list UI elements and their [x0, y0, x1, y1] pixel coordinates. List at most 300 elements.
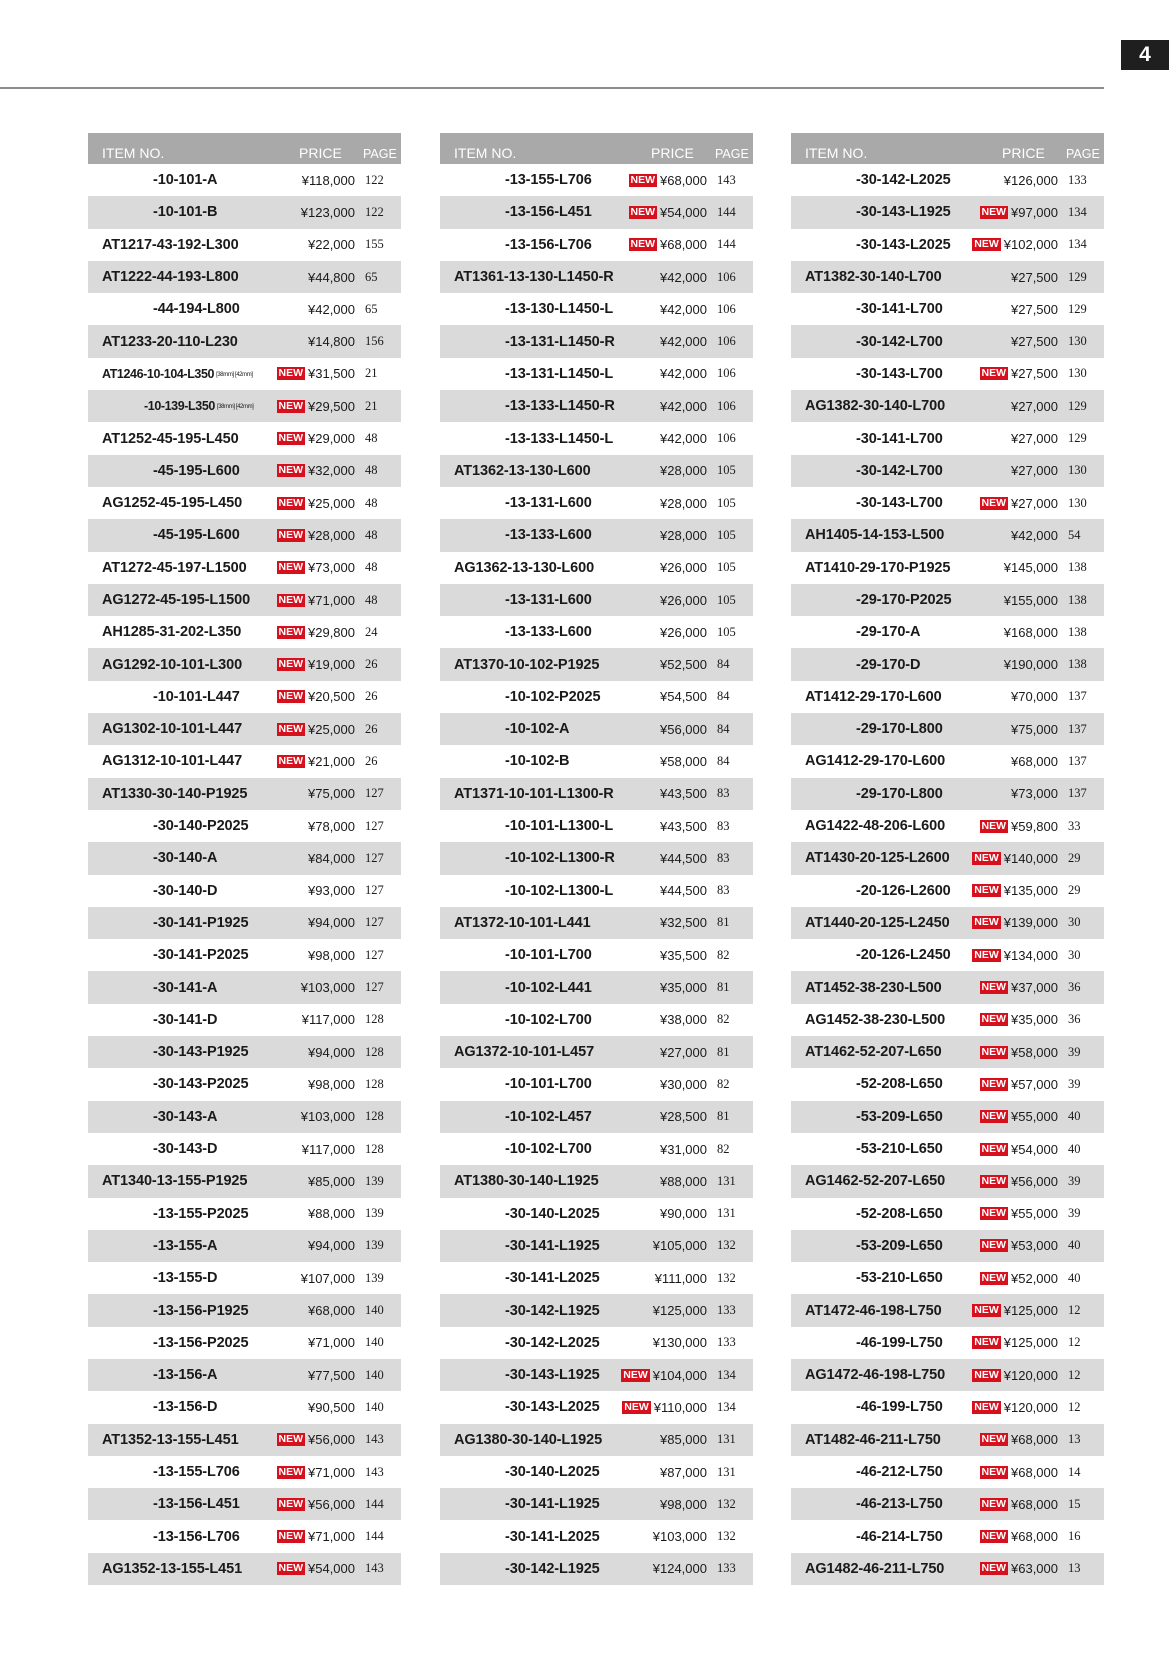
price-value: ¥107,000 [300, 1270, 355, 1286]
new-badge: NEW [623, 1368, 648, 1381]
price-cell [966, 1077, 1062, 1092]
price-table-column-2 [440, 133, 753, 1585]
table-row [440, 1359, 753, 1391]
table-row [791, 648, 1104, 680]
table-row [88, 810, 401, 842]
page-ref: 33 [1068, 818, 1081, 833]
page-ref: 84 [717, 689, 730, 704]
item-number: -30-143-P1925 [153, 1044, 249, 1061]
price-cell [966, 625, 1062, 640]
page-ref: 127 [365, 980, 384, 995]
item-number: -10-101-A [153, 172, 218, 189]
price-value: ¥120,000 [1003, 1367, 1058, 1383]
table-row [88, 1036, 401, 1068]
table-rows [88, 164, 401, 1585]
item-number: -30-141-D [153, 1011, 218, 1028]
table-row [791, 681, 1104, 713]
price-cell [966, 173, 1062, 188]
item-number: AG1352-13-155-L451 [102, 1560, 243, 1577]
table-row [88, 164, 401, 196]
price-cell [263, 1303, 359, 1318]
page-ref: 139 [365, 1206, 384, 1221]
page-ref: 133 [1068, 172, 1087, 187]
price-cell [615, 1400, 711, 1415]
item-number: -30-141-P1925 [153, 914, 249, 931]
price-value: ¥134,000 [1003, 947, 1058, 963]
price-cell [615, 1109, 711, 1124]
price-value: ¥85,000 [660, 1432, 707, 1448]
page-ref: 132 [717, 1529, 736, 1544]
table-row [440, 1036, 753, 1068]
header-price: PRICE [299, 145, 342, 161]
price-value: ¥75,000 [308, 786, 355, 802]
new-badge: NEW [981, 1077, 1006, 1090]
new-badge: NEW [974, 916, 999, 929]
page-ref: 48 [365, 560, 378, 575]
price-value: ¥68,000 [660, 237, 707, 253]
price-value: ¥98,000 [308, 1076, 355, 1092]
price-table-column-1 [88, 133, 401, 1585]
page-ref: 144 [717, 204, 736, 219]
table-row [440, 1456, 753, 1488]
table-row [791, 810, 1104, 842]
page-ref: 24 [365, 624, 378, 639]
page-ref: 84 [717, 753, 730, 768]
price-cell [263, 1271, 359, 1286]
page-ref: 82 [717, 1141, 730, 1156]
new-badge: NEW [278, 690, 303, 703]
table-row [791, 1101, 1104, 1133]
page-ref: 127 [365, 818, 384, 833]
table-row [791, 1133, 1104, 1165]
table-row [88, 875, 401, 907]
table-row [88, 971, 401, 1003]
page-ref: 105 [717, 592, 736, 607]
price-cell [615, 366, 711, 381]
item-number: -30-141-L1925 [505, 1237, 600, 1254]
table-row [88, 842, 401, 874]
table-row [791, 1424, 1104, 1456]
item-number: -53-210-L650 [856, 1141, 943, 1158]
price-value: ¥28,000 [660, 527, 707, 543]
price-value: ¥25,000 [308, 721, 355, 737]
page-ref: 156 [365, 334, 384, 349]
page-ref: 134 [1068, 204, 1087, 219]
item-number: AG1462-52-207-L650 [805, 1173, 946, 1190]
price-value: ¥139,000 [1003, 915, 1058, 931]
price-cell [615, 496, 711, 511]
table-row [440, 358, 753, 390]
table-row [791, 1262, 1104, 1294]
price-value: ¥73,000 [308, 560, 355, 576]
table-row [791, 1068, 1104, 1100]
table-row [88, 1004, 401, 1036]
page-ref: 105 [717, 560, 736, 575]
price-value: ¥125,000 [1003, 1303, 1058, 1319]
price-cell [615, 1174, 711, 1189]
price-value: ¥42,000 [660, 269, 707, 285]
table-row [791, 875, 1104, 907]
price-value: ¥53,000 [1011, 1238, 1058, 1254]
table-row [791, 229, 1104, 261]
table-row [440, 810, 753, 842]
page-ref: 48 [365, 431, 378, 446]
new-badge: NEW [278, 722, 303, 735]
item-number: AG1272-45-195-L1500 [102, 592, 251, 608]
item-number: AT1340-13-155-P1925 [102, 1173, 248, 1190]
page-ref: 30 [1068, 947, 1081, 962]
item-number: -10-101-L1300-L [505, 818, 614, 835]
price-cell [615, 883, 711, 898]
item-number: AG1312-10-101-L447 [102, 753, 243, 770]
item-number: -13-155-P2025 [153, 1205, 249, 1222]
new-badge: NEW [278, 593, 303, 606]
header-page: PAGE [715, 147, 749, 161]
item-number: AT1440-20-125-L2450 [805, 914, 950, 931]
price-cell [263, 1045, 359, 1060]
price-value: ¥52,500 [660, 657, 707, 673]
price-value: ¥42,000 [660, 431, 707, 447]
new-badge: NEW [981, 1045, 1006, 1058]
item-number: -10-102-L700 [505, 1141, 592, 1158]
item-number: -46-212-L750 [856, 1464, 943, 1481]
table-row [440, 1068, 753, 1100]
new-badge: NEW [974, 1336, 999, 1349]
price-value: ¥130,000 [652, 1335, 707, 1351]
new-badge: NEW [278, 1530, 303, 1543]
new-badge: NEW [974, 948, 999, 961]
page-ref: 140 [365, 1367, 384, 1382]
page-ref: 36 [1068, 980, 1081, 995]
table-row [791, 293, 1104, 325]
item-number: -13-155-L706 [505, 172, 592, 189]
price-value: ¥26,000 [660, 592, 707, 608]
page-ref: 48 [365, 463, 378, 478]
price-cell [966, 1238, 1062, 1253]
page-ref: 84 [717, 657, 730, 672]
page-ref: 105 [717, 495, 736, 510]
price-value: ¥42,000 [660, 398, 707, 414]
price-value: ¥90,000 [660, 1206, 707, 1222]
table-row [440, 875, 753, 907]
new-badge: NEW [981, 1465, 1006, 1478]
price-cell [966, 1109, 1062, 1124]
price-value: ¥98,000 [660, 1496, 707, 1512]
price-cell [263, 851, 359, 866]
page-ref: 15 [1068, 1496, 1081, 1511]
table-row [791, 778, 1104, 810]
item-number: -53-210-L650 [856, 1270, 943, 1287]
page-ref: 143 [365, 1561, 384, 1576]
price-value: ¥94,000 [308, 1238, 355, 1254]
page-ref: 131 [717, 1173, 736, 1188]
item-number: -30-143-L1925 [505, 1367, 600, 1384]
price-value: ¥140,000 [1003, 850, 1058, 866]
table-row [791, 261, 1104, 293]
price-value: ¥27,000 [1011, 431, 1058, 447]
price-cell [263, 1012, 359, 1027]
item-number: AT1352-13-155-L451 [102, 1431, 239, 1448]
table-row [88, 390, 401, 422]
page-ref: 48 [365, 527, 378, 542]
page-ref: 12 [1068, 1367, 1081, 1382]
item-number: -46-213-L750 [856, 1496, 943, 1513]
page-ref: 138 [1068, 657, 1087, 672]
page-ref: 139 [365, 1270, 384, 1285]
new-badge: NEW [630, 238, 655, 251]
price-value: ¥26,000 [660, 560, 707, 576]
page-ref: 82 [717, 1076, 730, 1091]
price-cell [966, 1432, 1062, 1447]
item-number: -13-131-L1450-R [505, 333, 615, 350]
page-number-badge: 4 [1121, 40, 1169, 70]
item-number: AT1252-45-195-L450 [102, 430, 239, 447]
price-value: ¥63,000 [1011, 1561, 1058, 1577]
price-cell [263, 366, 359, 381]
page-ref: 12 [1068, 1303, 1081, 1318]
price-value: ¥90,500 [308, 1399, 355, 1415]
price-cell [966, 560, 1062, 575]
price-value: ¥71,000 [308, 1529, 355, 1545]
page-ref: 40 [1068, 1109, 1081, 1124]
item-number: -30-141-L700 [856, 430, 943, 447]
price-cell [966, 689, 1062, 704]
price-cell [263, 270, 359, 285]
price-cell [966, 883, 1062, 898]
price-cell [263, 1368, 359, 1383]
price-cell [615, 205, 711, 220]
item-number: -10-101-L447 [153, 688, 240, 705]
page-ref: 40 [1068, 1141, 1081, 1156]
table-row [88, 519, 401, 551]
price-cell [615, 1045, 711, 1060]
price-cell [615, 463, 711, 478]
item-number: AG1412-29-170-L600 [805, 753, 946, 770]
table-row [440, 261, 753, 293]
price-cell [966, 948, 1062, 963]
item-number: -10-102-L1300-L [505, 882, 614, 899]
price-value: ¥25,000 [308, 495, 355, 511]
item-number: AT1372-10-101-L441 [454, 914, 591, 931]
table-row [88, 907, 401, 939]
new-badge: NEW [981, 205, 1006, 218]
page-ref: 14 [1068, 1464, 1081, 1479]
price-value: ¥56,000 [1011, 1173, 1058, 1189]
item-number: -30-140-A [153, 850, 218, 867]
price-value: ¥55,000 [1011, 1206, 1058, 1222]
price-value: ¥71,000 [308, 1335, 355, 1351]
price-cell [615, 915, 711, 930]
price-value: ¥105,000 [652, 1238, 707, 1254]
page-ref: 83 [717, 786, 730, 801]
page-ref: 128 [365, 1012, 384, 1027]
price-cell [966, 1045, 1062, 1060]
table-row [791, 842, 1104, 874]
price-cell [966, 528, 1062, 543]
table-row [88, 1294, 401, 1326]
price-cell [263, 915, 359, 930]
price-value: ¥28,000 [308, 527, 355, 543]
page-ref: 83 [717, 850, 730, 865]
price-value: ¥125,000 [652, 1303, 707, 1319]
price-value: ¥30,000 [660, 1076, 707, 1092]
table-row [791, 1359, 1104, 1391]
item-number: -10-101-L700 [505, 947, 592, 964]
table-row [791, 390, 1104, 422]
table-row [88, 1230, 401, 1262]
new-badge: NEW [981, 1271, 1006, 1284]
price-cell [263, 689, 359, 704]
price-value: ¥75,000 [1011, 721, 1058, 737]
price-cell [263, 496, 359, 511]
page-ref: 26 [365, 689, 378, 704]
price-value: ¥54,000 [308, 1561, 355, 1577]
page-ref: 129 [1068, 398, 1087, 413]
item-number: -10-102-L700 [505, 1011, 592, 1028]
item-number: AT1452-38-230-L500 [805, 979, 942, 996]
new-badge: NEW [981, 1110, 1006, 1123]
page-ref: 139 [365, 1173, 384, 1188]
price-cell [263, 431, 359, 446]
price-value: ¥20,500 [308, 689, 355, 705]
table-row [88, 681, 401, 713]
table-row [88, 1165, 401, 1197]
page-ref: 12 [1068, 1399, 1081, 1414]
price-value: ¥27,000 [660, 1044, 707, 1060]
price-value: ¥44,500 [660, 883, 707, 899]
item-number: AG1472-46-198-L750 [805, 1367, 946, 1384]
item-number: -10-139-L350 [38mm] [42mm] [144, 399, 254, 414]
table-row [791, 1198, 1104, 1230]
item-number: AT1272-45-197-L1500 [102, 559, 247, 576]
table-row [791, 616, 1104, 648]
page-ref: 134 [717, 1399, 736, 1414]
table-row [88, 1198, 401, 1230]
page-ref: 81 [717, 980, 730, 995]
page-ref: 122 [365, 204, 384, 219]
item-number: -45-195-L600 [153, 527, 240, 544]
item-number: -10-102-B [505, 753, 570, 770]
page-ref: 132 [717, 1496, 736, 1511]
price-cell [263, 1465, 359, 1480]
price-value: ¥56,000 [308, 1496, 355, 1512]
item-number: -13-156-P1925 [153, 1302, 249, 1319]
price-value: ¥71,000 [308, 592, 355, 608]
price-value: ¥58,000 [660, 753, 707, 769]
price-value: ¥190,000 [1003, 657, 1058, 673]
table-row [440, 1488, 753, 1520]
page-ref: 132 [717, 1270, 736, 1285]
new-badge: NEW [278, 1465, 303, 1478]
price-value: ¥135,000 [1003, 883, 1058, 899]
price-value: ¥59,800 [1011, 818, 1058, 834]
price-value: ¥73,000 [1011, 786, 1058, 802]
item-number: -10-102-L457 [505, 1108, 592, 1125]
price-cell [966, 1497, 1062, 1512]
table-row [440, 1004, 753, 1036]
price-cell [615, 722, 711, 737]
item-number: -30-141-L2025 [505, 1528, 600, 1545]
table-header [440, 133, 753, 164]
item-number: AG1292-10-101-L300 [102, 656, 243, 673]
page-ref: 106 [717, 366, 736, 381]
new-badge: NEW [981, 367, 1006, 380]
item-number: -29-170-L800 [856, 721, 943, 738]
price-value: ¥117,000 [301, 1141, 355, 1157]
item-number: AG1452-38-230-L500 [805, 1011, 946, 1028]
price-value: ¥32,500 [660, 915, 707, 931]
item-number: AT1217-43-192-L300 [102, 236, 239, 253]
item-number: -20-126-L2600 [856, 882, 951, 899]
page-ref: 48 [365, 592, 378, 607]
price-value: ¥85,000 [308, 1173, 355, 1189]
price-cell [966, 1174, 1062, 1189]
item-number: -20-126-L2450 [856, 947, 951, 964]
new-badge: NEW [278, 528, 303, 541]
item-number: -10-102-A [505, 721, 570, 738]
page-ref: 140 [365, 1303, 384, 1318]
page-ref: 82 [717, 947, 730, 962]
price-value: ¥103,000 [300, 980, 355, 996]
item-number: AG1302-10-101-L447 [102, 721, 243, 738]
item-number: -30-143-D [153, 1141, 218, 1158]
price-value: ¥28,000 [660, 463, 707, 479]
price-value: ¥126,000 [1003, 172, 1058, 188]
price-value: ¥168,000 [1003, 624, 1058, 640]
item-number: -46-214-L750 [856, 1528, 943, 1545]
table-row [440, 842, 753, 874]
table-row [440, 713, 753, 745]
price-value: ¥111,000 [654, 1270, 707, 1286]
price-value: ¥118,000 [301, 172, 355, 188]
table-row [88, 358, 401, 390]
price-value: ¥54,000 [660, 204, 707, 220]
price-value: ¥43,500 [660, 818, 707, 834]
table-row [791, 552, 1104, 584]
table-row [440, 971, 753, 1003]
page-ref: 65 [365, 269, 378, 284]
table-row [440, 196, 753, 228]
item-number: -13-131-L1450-L [505, 365, 614, 382]
table-row [791, 1520, 1104, 1552]
price-value: ¥94,000 [308, 915, 355, 931]
page-ref: 16 [1068, 1529, 1081, 1544]
page-ref: 12 [1068, 1335, 1081, 1350]
price-cell [263, 625, 359, 640]
table-row [88, 229, 401, 261]
table-row [791, 325, 1104, 357]
table-row [791, 1391, 1104, 1423]
price-cell [263, 1529, 359, 1544]
table-row [440, 939, 753, 971]
price-value: ¥42,000 [660, 301, 707, 317]
item-number: AT1370-10-102-P1925 [454, 656, 600, 673]
price-value: ¥120,000 [1003, 1399, 1058, 1415]
table-row [88, 778, 401, 810]
table-row [791, 1036, 1104, 1068]
page-ref: 84 [717, 721, 730, 736]
price-cell [615, 1206, 711, 1221]
price-cell [966, 302, 1062, 317]
item-number: -13-155-A [153, 1237, 218, 1254]
price-value: ¥27,500 [1011, 334, 1058, 350]
new-badge: NEW [278, 496, 303, 509]
page-ref: 40 [1068, 1238, 1081, 1253]
price-cell [615, 1077, 711, 1092]
price-cell [615, 786, 711, 801]
price-cell [263, 593, 359, 608]
price-value: ¥35,000 [1011, 1012, 1058, 1028]
